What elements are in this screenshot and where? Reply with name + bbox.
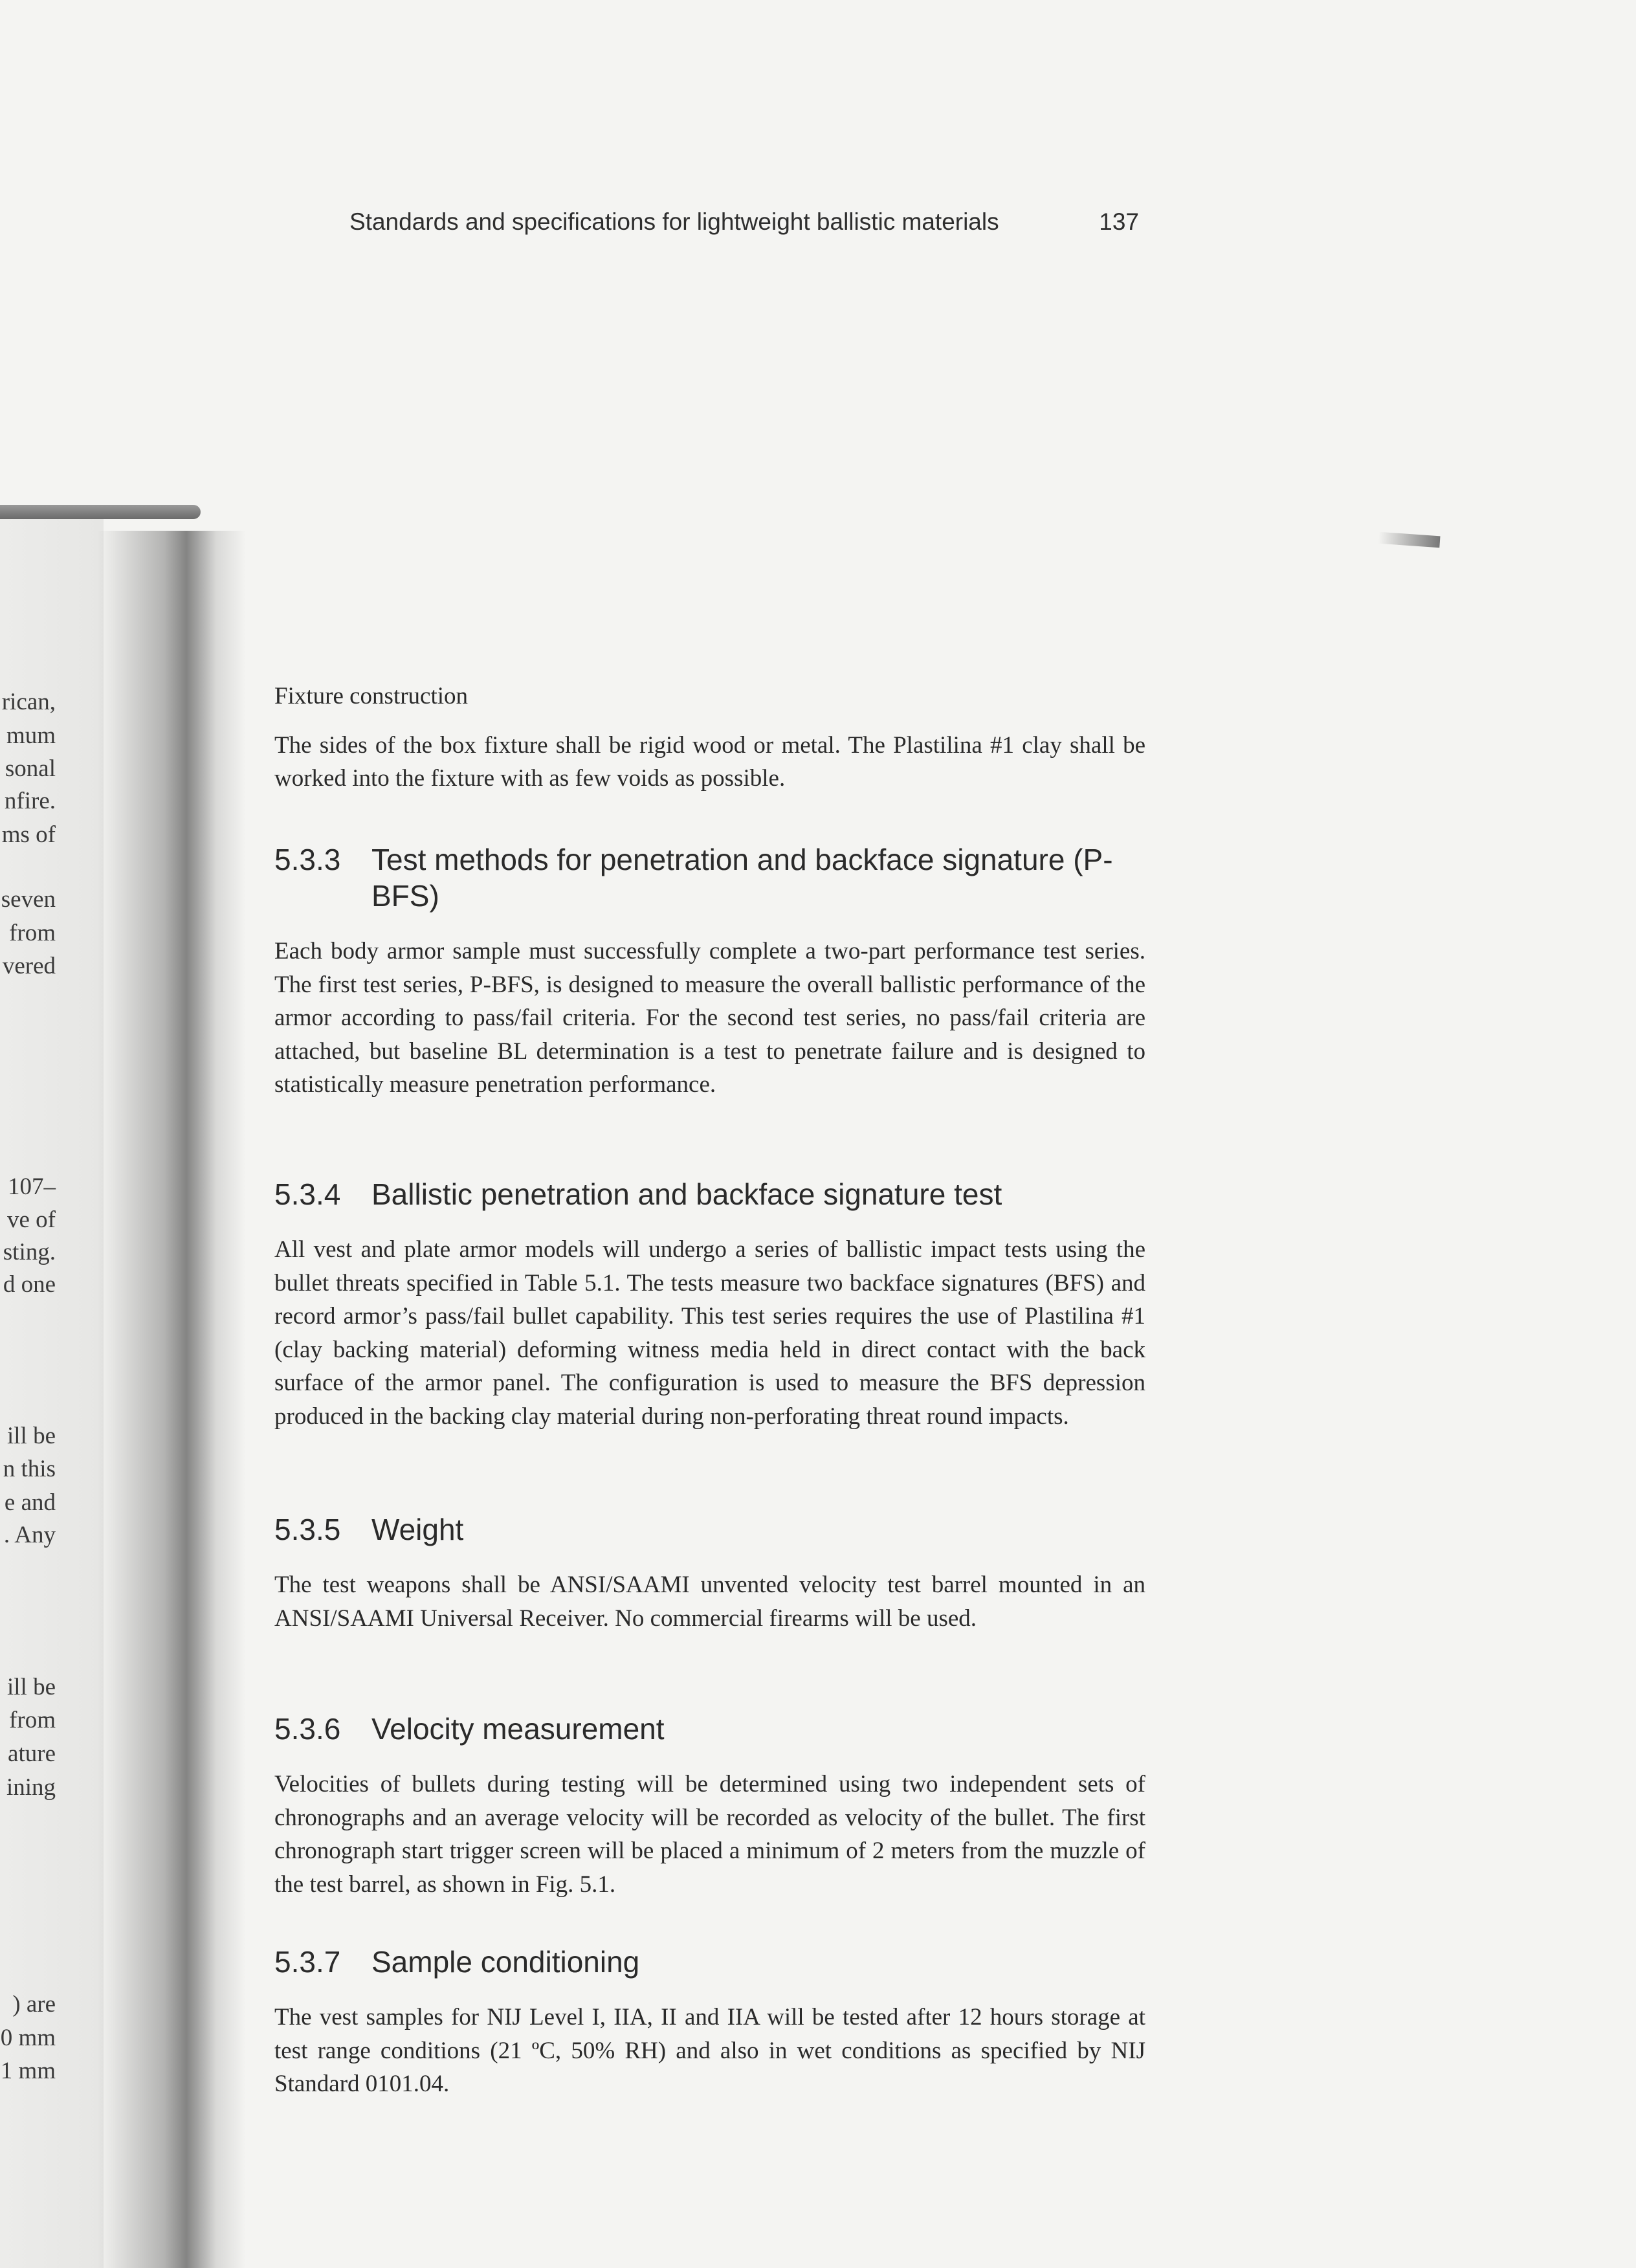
section-title: Weight — [371, 1513, 464, 1546]
facing-fragment: 1 mm — [0, 2058, 56, 2084]
section-5-3-3 — [274, 841, 1145, 1102]
facing-fragment: ve of — [7, 1206, 56, 1233]
facing-fragment: ining — [6, 1774, 56, 1801]
section-text: The test weapons shall be ANSI/SAAMI unvented velocity test barrel mounted in an ANSI/SAAMI Universal Receiver. No commercial firearms will be used. — [274, 1572, 1145, 1632]
facing-fragment: e and — [4, 1489, 56, 1516]
running-header — [349, 208, 1139, 241]
section-title: Ballistic penetration and backface signature test — [371, 1177, 1002, 1211]
page-number: 137 — [1099, 208, 1139, 235]
section-5-3-4 — [274, 1176, 1145, 1433]
facing-fragment: vered — [2, 953, 56, 979]
section-heading — [274, 1944, 1145, 1980]
facing-page-text — [0, 0, 58, 2268]
section-title: Test methods for penetration and backface signature (P-BFS) — [371, 843, 1113, 913]
section-number: 5.3.7 — [274, 1945, 341, 1979]
section-heading — [274, 841, 1145, 914]
facing-fragment: from — [9, 1707, 56, 1733]
section-title: Sample conditioning — [371, 1945, 640, 1979]
section-text: Velocities of bullets during testing will be determined using two independent sets of chronographs and an average velocity will be recorded as velocity of the bullet. The first chronograph start trigger screen will be placed a minimum of 2 meters from the muzzle of the test barrel, as shown in Fig. 5.1. — [274, 1771, 1145, 1898]
facing-fragment: seven — [1, 886, 56, 913]
facing-fragment: ) are — [12, 1991, 56, 2018]
facing-fragment: ill be — [6, 1674, 56, 1700]
facing-fragment: ms of — [1, 821, 56, 848]
binding-gutter-shadow — [97, 531, 246, 2268]
section-5-3-7 — [274, 1944, 1145, 2101]
section-text: All vest and plate armor models will undergo a series of ballistic impact tests using the bullet threats specified in Table 5.1. The tests measure two backface signatures (BFS) and record armor’s pass/fail bullet capability. This test series requires the use of Plastilina #1 (clay backing material) deforming witness media held in direct contact with the back surface of the armor panel. The configuration is used to measure the BFS depression produced in the backing clay material during non-perforating threat round impacts. — [274, 1236, 1145, 1430]
facing-fragment: ill be — [6, 1423, 56, 1449]
facing-fragment: nfire. — [4, 788, 56, 814]
section-5-3-5 — [274, 1511, 1145, 1635]
facing-fragment: mum — [6, 722, 56, 749]
facing-fragment: rican, — [1, 689, 56, 715]
section-text: Each body armor sample must successfully complete a two-part performance test series. The first test series, P-BFS, is designed to measure the overall ballistic performance of the armor according to pass/fail criteria. For the second test series, no pass/fail criteria are attached, but baseline BL determination is a test to penetrate failure and is designed to statistically measure penetration performance. — [274, 938, 1145, 1098]
facing-fragment: 107– — [8, 1173, 56, 1200]
facing-fragment: ature — [8, 1740, 56, 1767]
section-number: 5.3.4 — [274, 1177, 341, 1211]
facing-fragment: d one — [3, 1271, 56, 1298]
facing-fragment: sting. — [3, 1239, 56, 1265]
section-heading — [274, 1176, 1145, 1212]
page-edge-mark-right — [1378, 532, 1440, 548]
facing-fragment: sonal — [5, 755, 56, 782]
section-number: 5.3.3 — [274, 843, 341, 876]
facing-fragment: from — [9, 920, 56, 946]
section-number: 5.3.6 — [274, 1712, 341, 1746]
fixture-text: The sides of the box fixture shall be rigid wood or metal. The Plastilina #1 clay shall be worked into the fixture with as few voids as possible. — [274, 731, 1145, 792]
fixture-heading: Fixture construction — [274, 683, 469, 709]
section-heading — [274, 1711, 1145, 1747]
section-title: Velocity measurement — [371, 1712, 665, 1746]
section-heading — [274, 1511, 1145, 1548]
fixture-construction — [274, 680, 1145, 795]
facing-fragment: n this — [3, 1456, 56, 1482]
section-text: The vest samples for NIJ Level I, IIA, II and IIA will be tested after 12 hours storage at test range conditions (21 ºC, 50% RH) and also in wet conditions as specified by NIJ Standard 0101.04. — [274, 2004, 1145, 2097]
section-5-3-6 — [274, 1711, 1145, 1901]
facing-fragment: . Any — [3, 1522, 56, 1548]
section-number: 5.3.5 — [274, 1513, 341, 1546]
facing-fragment: 0 mm — [0, 2025, 56, 2051]
running-title: Standards and specifications for lightweight ballistic materials — [349, 208, 999, 235]
